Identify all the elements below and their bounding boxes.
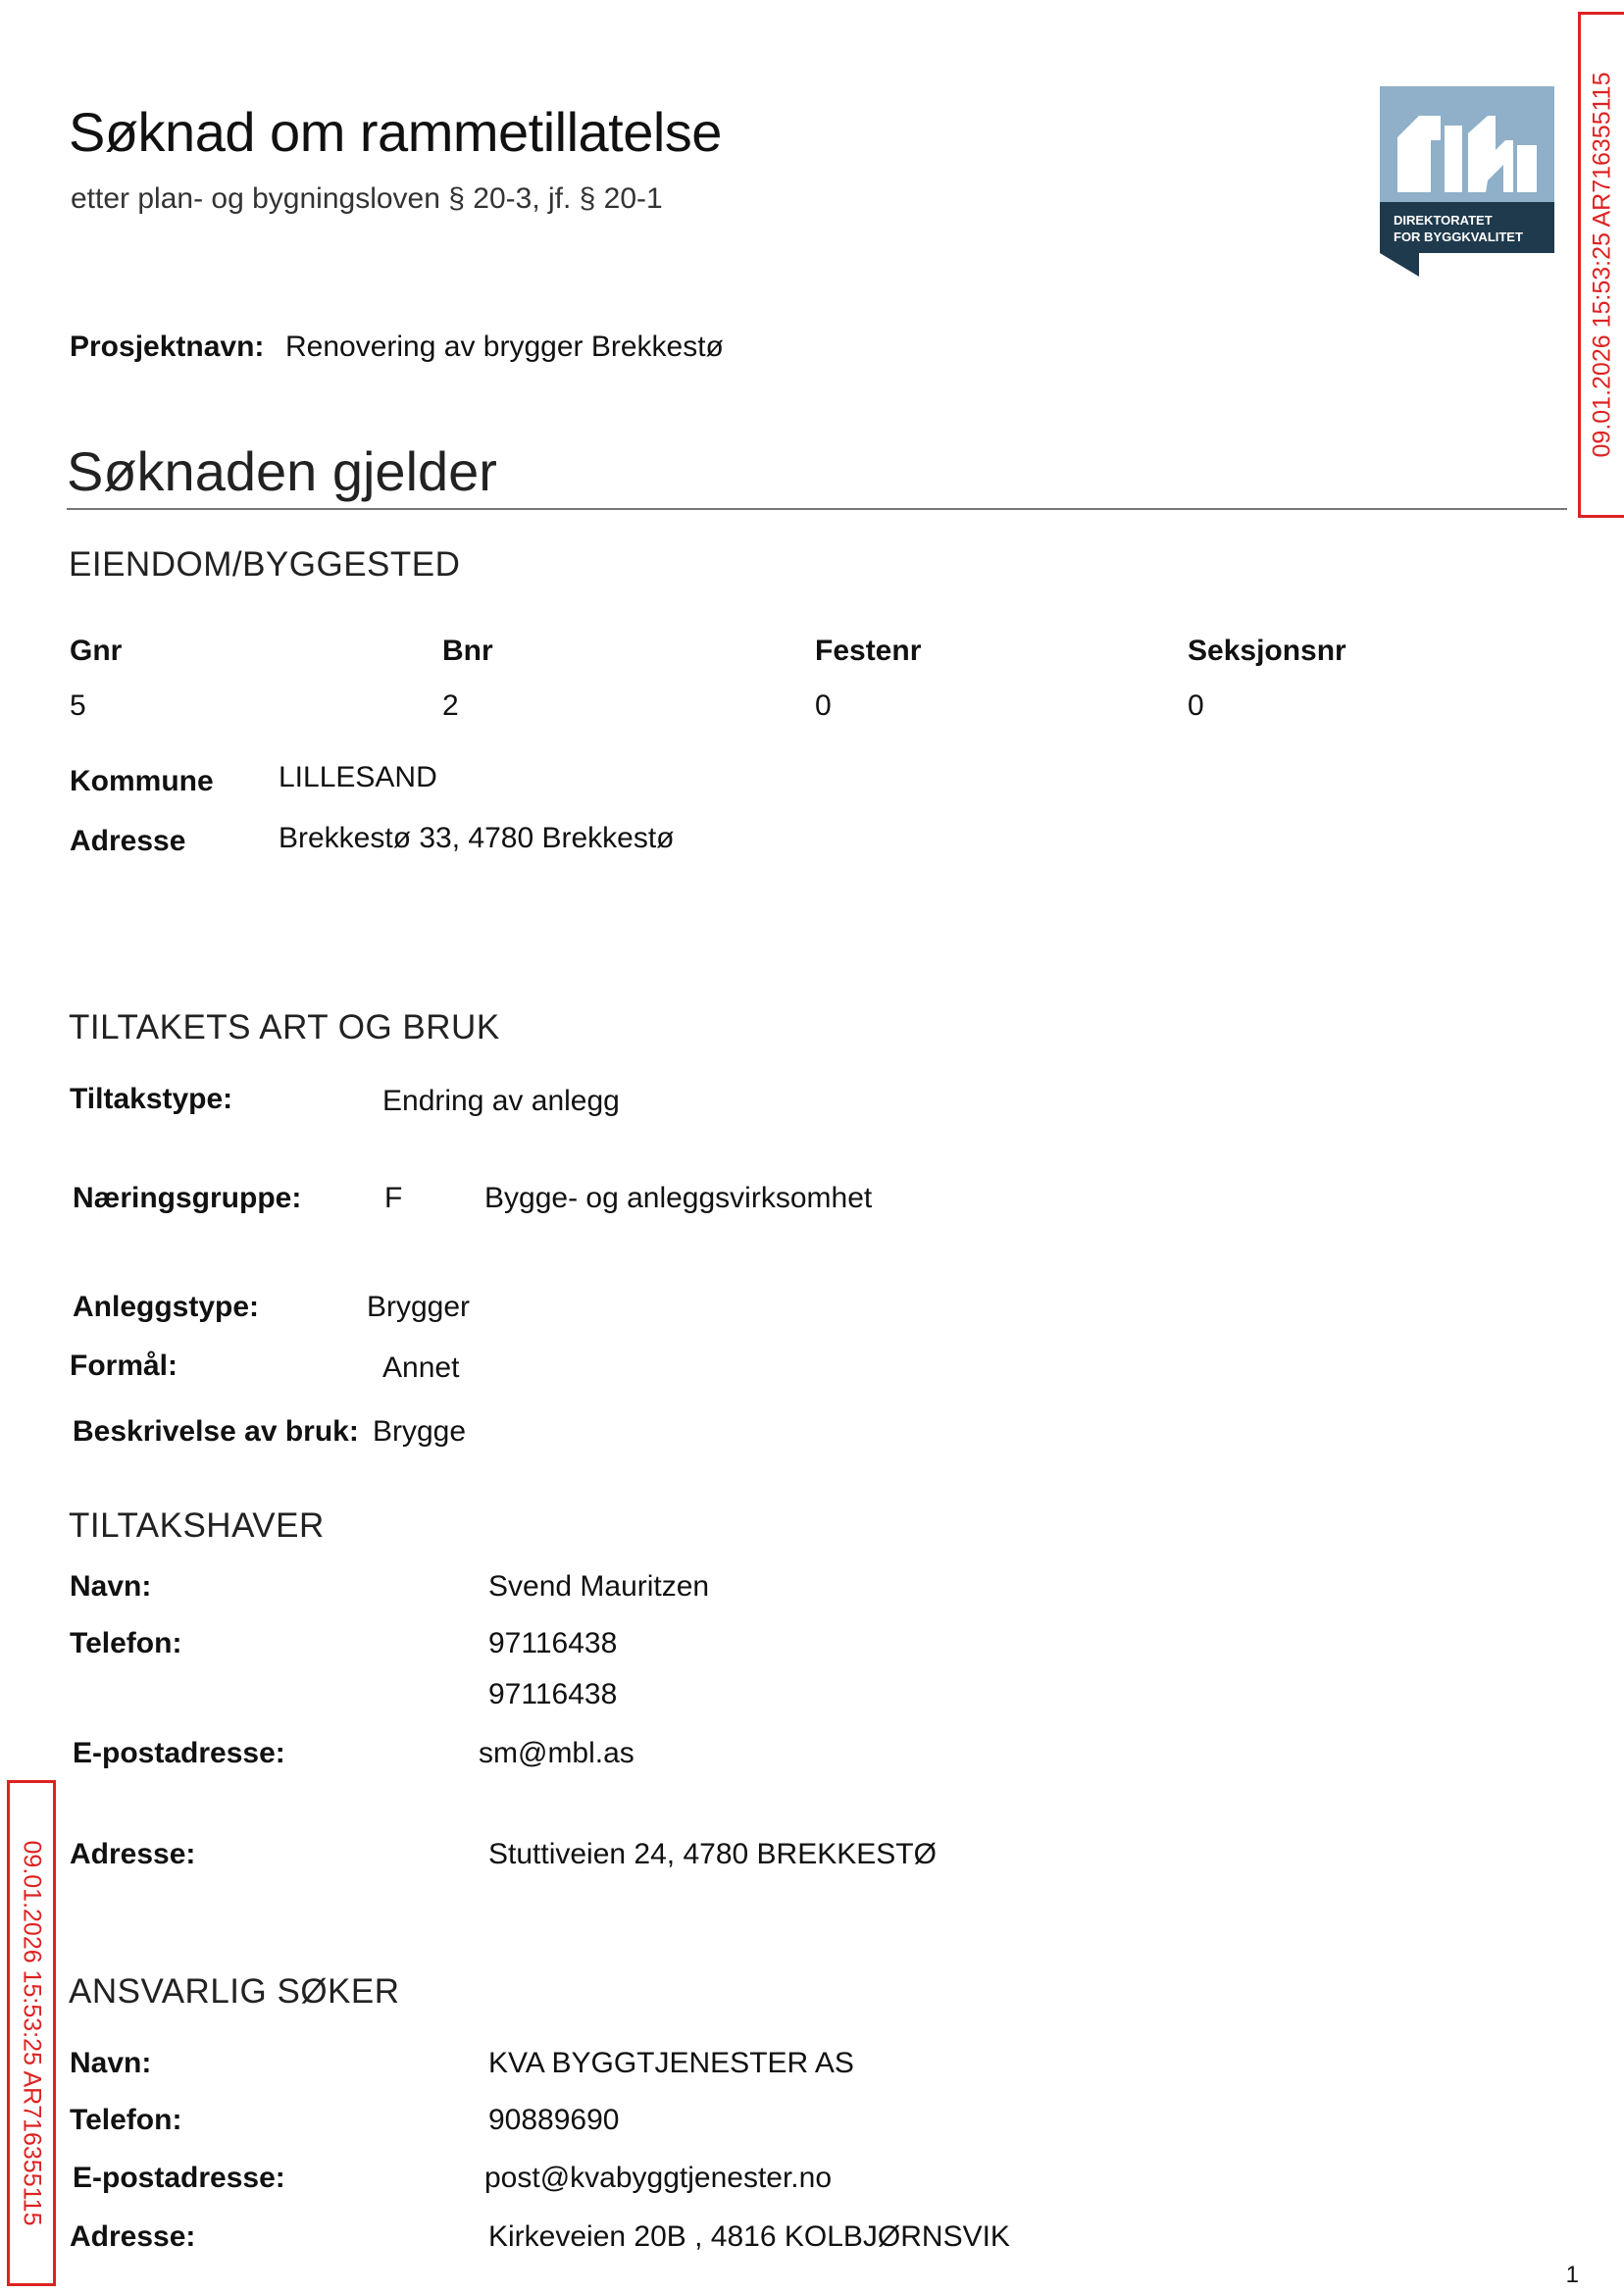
tiltakstype-value: Endring av anlegg bbox=[382, 1085, 620, 1117]
seksjonsnr-label: Seksjonsnr bbox=[1188, 635, 1346, 667]
anleggstype-value: Brygger bbox=[367, 1291, 471, 1323]
tiltakshaver-navn-value: Svend Mauritzen bbox=[488, 1570, 710, 1603]
ansvarlig-telefon-label: Telefon: bbox=[70, 2104, 182, 2136]
ansvarlig-navn-label: Navn: bbox=[70, 2047, 152, 2079]
timestamp-stamp-left bbox=[7, 1780, 56, 2286]
ansvarlig-epost-value: post@kvabyggtjenester.no bbox=[484, 2162, 833, 2194]
tiltakshaver-navn-label: Navn: bbox=[70, 1570, 152, 1603]
naeringsgruppe-label: Næringsgruppe: bbox=[73, 1182, 302, 1214]
tiltakshaver-adresse-label: Adresse: bbox=[70, 1838, 196, 1870]
logo-text-2: FOR BYGGKVALITET bbox=[1394, 229, 1523, 244]
document-title: Søknad om rammetillatelse bbox=[69, 101, 722, 163]
tiltak-heading: TILTAKETS ART OG BRUK bbox=[69, 1008, 500, 1046]
timestamp-stamp-top bbox=[1578, 12, 1624, 518]
tiltakshaver-heading: TILTAKSHAVER bbox=[69, 1506, 325, 1545]
eiendom-heading: EIENDOM/BYGGESTED bbox=[69, 545, 461, 584]
festenr-label: Festenr bbox=[815, 635, 922, 667]
tiltakshaver-telefon-label: Telefon: bbox=[70, 1627, 182, 1659]
beskrivelse-value: Brygge bbox=[373, 1415, 467, 1448]
ansvarlig-epost-label: E-postadresse: bbox=[73, 2162, 285, 2194]
tiltakshaver-adresse-value: Stuttiveien 24, 4780 BREKKESTØ bbox=[488, 1838, 937, 1870]
page-number: 1 bbox=[1565, 2262, 1579, 2288]
beskrivelse-label: Beskrivelse av bruk: bbox=[73, 1415, 359, 1448]
kommune-label: Kommune bbox=[70, 765, 214, 797]
timestamp-stamp-left-text: 09.01.2026 15:53:25 AR716355115 bbox=[18, 1840, 46, 2226]
project-value: Renovering av brygger Brekkestø bbox=[285, 331, 724, 363]
tiltakshaver-epost-label: E-postadresse: bbox=[73, 1737, 285, 1769]
project-label: Prosjektnavn: bbox=[70, 331, 265, 363]
gnr-label: Gnr bbox=[70, 635, 123, 667]
ansvarlig-adresse-value: Kirkeveien 20B , 4816 KOLBJØRNSVIK bbox=[488, 2220, 1010, 2253]
bnr-label: Bnr bbox=[442, 635, 493, 667]
timestamp-stamp-top-text: 09.01.2026 15:53:25 AR716355115 bbox=[1588, 72, 1616, 458]
naeringsgruppe-value: Bygge- og anleggsvirksomhet bbox=[484, 1182, 873, 1214]
formal-label: Formål: bbox=[70, 1350, 178, 1382]
dibk-logo-icon bbox=[1380, 86, 1554, 277]
section-divider bbox=[67, 508, 1567, 510]
tiltakshaver-telefon-value-2: 97116438 bbox=[488, 1678, 618, 1710]
document-subtitle: etter plan- og bygningsloven § 20-3, jf. § 20-1 bbox=[71, 182, 663, 215]
section-title: Søknaden gjelder bbox=[67, 440, 497, 502]
seksjonsnr-value: 0 bbox=[1188, 689, 1204, 722]
dibk-logo bbox=[1380, 86, 1554, 277]
logo-text-1: DIREKTORATET bbox=[1394, 213, 1493, 228]
tiltakshaver-telefon-value-1: 97116438 bbox=[488, 1627, 618, 1659]
ansvarlig-adresse-label: Adresse: bbox=[70, 2220, 196, 2253]
tiltakshaver-epost-value: sm@mbl.as bbox=[479, 1737, 634, 1769]
ansvarlig-soker-heading: ANSVARLIG SØKER bbox=[69, 1972, 400, 2011]
gnr-value: 5 bbox=[70, 689, 86, 722]
kommune-value: LILLESAND bbox=[279, 761, 437, 793]
anleggstype-label: Anleggstype: bbox=[73, 1291, 260, 1323]
ansvarlig-telefon-value: 90889690 bbox=[488, 2104, 620, 2136]
tiltakstype-label: Tiltakstype: bbox=[70, 1083, 233, 1115]
festenr-value: 0 bbox=[815, 689, 832, 722]
adresse-label: Adresse bbox=[70, 825, 186, 857]
adresse-value: Brekkestø 33, 4780 Brekkestø bbox=[279, 822, 675, 854]
formal-value: Annet bbox=[382, 1351, 460, 1384]
bnr-value: 2 bbox=[442, 689, 459, 722]
naeringsgruppe-code: F bbox=[384, 1182, 403, 1214]
ansvarlig-navn-value: KVA BYGGTJENESTER AS bbox=[488, 2047, 854, 2079]
